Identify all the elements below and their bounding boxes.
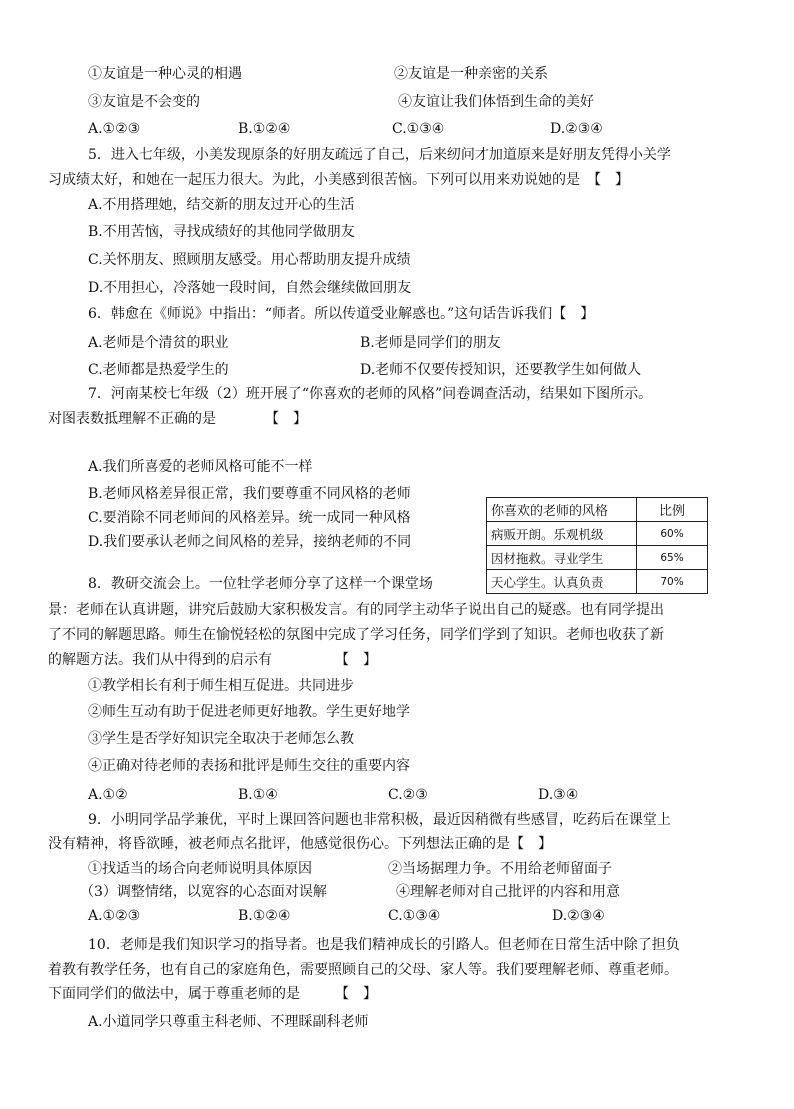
q8-option-2: ②师生互动有助于促进老师更好地教。学生更好地学 [88,704,410,720]
q4-option-3: ③友谊是不会变的 [88,94,200,110]
q10-stem-line-1: 10．老师是我们知识学习的指导者。也是我们精神成长的引路人。但老师在日常生活中除了担负 [88,937,680,953]
q5-option-c: C.关怀朋友、照顾朋友感受。用心帮助朋友提升成绩 [88,252,411,268]
q5-option-d: D.不用担心，冷落她一段时间，自然会继续做回朋友 [88,280,412,296]
q10-option-a: A.小道同学只尊重主科老师、不理睬副科老师 [88,1014,369,1030]
q5-stem-line-1: 5．进入七年级，小美发现原条的好朋友疏远了自己，后来纫问才加道原来是好朋友凭得小关学 [88,147,671,163]
q4-option-4: ④友谊让我们体悟到生命的美好 [398,94,594,110]
q4-choice-c: C.①③④ [392,121,445,137]
survey-table [486,497,708,594]
q8-choice-a: A.①② [88,787,128,803]
q8-option-1: ①教学相长有利于师生相互促进。共同进步 [88,678,354,694]
survey-style-cell: 因材拖救。寻业学生 [487,546,637,570]
q5-stem-line-2: 习成绩太好，和她在一起压力很大。为此，小美感到很苦恼。下列可以用来劝说她的是 【 】 [48,172,629,188]
q10-stem-line-3: 下面同学们的做法中，属于尊重老师的是 【 】 [48,986,377,1002]
survey-style-cell: 天心学生。认真负责 [487,570,637,594]
q9-option-1: ①找适当的场合向老师说明具体原因 [88,861,312,877]
q10-stem-line-2: 着教有教学任务，也有自己的家庭角色，需要照顾自己的父母、家人等。我们要理解老师、尊重老师。 [48,962,678,978]
survey-header-ratio: 比例 [637,498,708,522]
q6-option-a: A.老师是个清贫的职业 [88,335,229,351]
q6-option-b: B.老师是同学们的朋友 [360,335,501,351]
table-row [487,522,708,546]
survey-ratio-cell: 65% [637,546,708,570]
survey-style-cell: 病贩开朗。乐观机级 [487,522,637,546]
q6-option-c: C.老师都是热爱学生的 [88,362,229,378]
survey-ratio-cell: 70% [637,570,708,594]
q9-choice-a: A.①②③ [88,908,141,924]
q6-option-d: D.老师不仅要传授知识，还要教学生如何做人 [360,362,642,378]
q4-choice-d: D.②③④ [550,121,603,137]
survey-header-style: 你喜欢的老师的风格 [487,498,637,522]
q8-choice-b: B.①④ [238,787,278,803]
q6-stem: 6．韩愈在《师说》中指出：“师者。所以传道受业解惑也。”这句话告诉我们【 】 [88,306,595,322]
q7-stem-line-2: 对图表数抵理解不正确的是 【 】 [48,411,307,427]
q4-option-2: ②友谊是一种亲密的关系 [394,66,548,82]
q8-option-4: ④正确对待老师的表扬和批评是师生交往的重要内容 [88,758,410,774]
q9-choice-d: D.②③④ [552,908,605,924]
q7-stem-line-1: 7．河南某校七年级（2）班开展了“你喜欢的老师的风格”问卷调查活动，结果如下图所示。 [88,386,653,402]
q9-option-3: （3）调整情绪，以宽容的心态面对误解 [80,884,327,900]
q5-option-a: A.不用搭理她，结交新的朋友过开心的生活 [88,197,355,213]
survey-ratio-cell: 60% [637,522,708,546]
table-row [487,570,708,594]
q8-stem-line-2: 景：老师在认真讲题，讲究后鼓励大家积极发言。有的同学主动华子说出自己的疑惑。也有同学提出 [48,602,664,618]
q7-option-c: C.要消除不同老师间的风格差异。统一成同一种风格 [88,510,411,526]
survey-table-header [487,498,708,522]
q8-choice-c: C.②③ [388,787,428,803]
q7-option-a: A.我们所喜爱的老师风格可能不一样 [88,459,313,475]
table-row [487,546,708,570]
q4-choice-b: B.①②④ [238,121,291,137]
q8-stem-line-1: 8．教研交流会上。一位牡学老师分享了这样一个课堂场 [88,576,433,592]
q9-option-2: ②当场据理力争。不用给老师留面子 [388,861,612,877]
q9-choice-b: B.①②④ [238,908,291,924]
q9-choice-c: C.①③④ [388,908,441,924]
q9-stem-line-1: 9．小明同学品学兼优，平时上课回答问题也非常积极，最近因稍微有些感冒，吃药后在课堂上 [88,812,671,828]
q7-option-b: B.老师风格差异很正常，我们要尊重不同风格的老师 [88,486,411,502]
q4-option-1: ①友谊是一种心灵的相遇 [88,66,242,82]
q8-option-3: ③学生是否学好知识完全取决于老师怎么教 [88,731,354,747]
q5-option-b: B.不用苦恼，寻找成绩好的其他同学做朋友 [88,224,355,240]
q9-option-4: ④理解老师对自己批评的内容和用意 [396,884,620,900]
q8-stem-line-4: 的解题方法。我们从中得到的启示有 【 】 [48,652,377,668]
q4-choice-a: A.①②③ [88,121,141,137]
q7-option-d: D.我们要承认老师之间风格的差异，接纳老师的不同 [88,534,412,550]
q9-stem-line-2: 没有精神，将昏欲睡，被老师点名批评，他感觉很伤心。下列想法正确的是【 】 [48,836,552,852]
q8-stem-line-3: 了不同的解题思路。师生在愉悦轻松的氛图中完成了学习任务，同学们学到了知识。老师也收获了新 [48,627,664,643]
q8-choice-d: D.③④ [538,787,579,803]
